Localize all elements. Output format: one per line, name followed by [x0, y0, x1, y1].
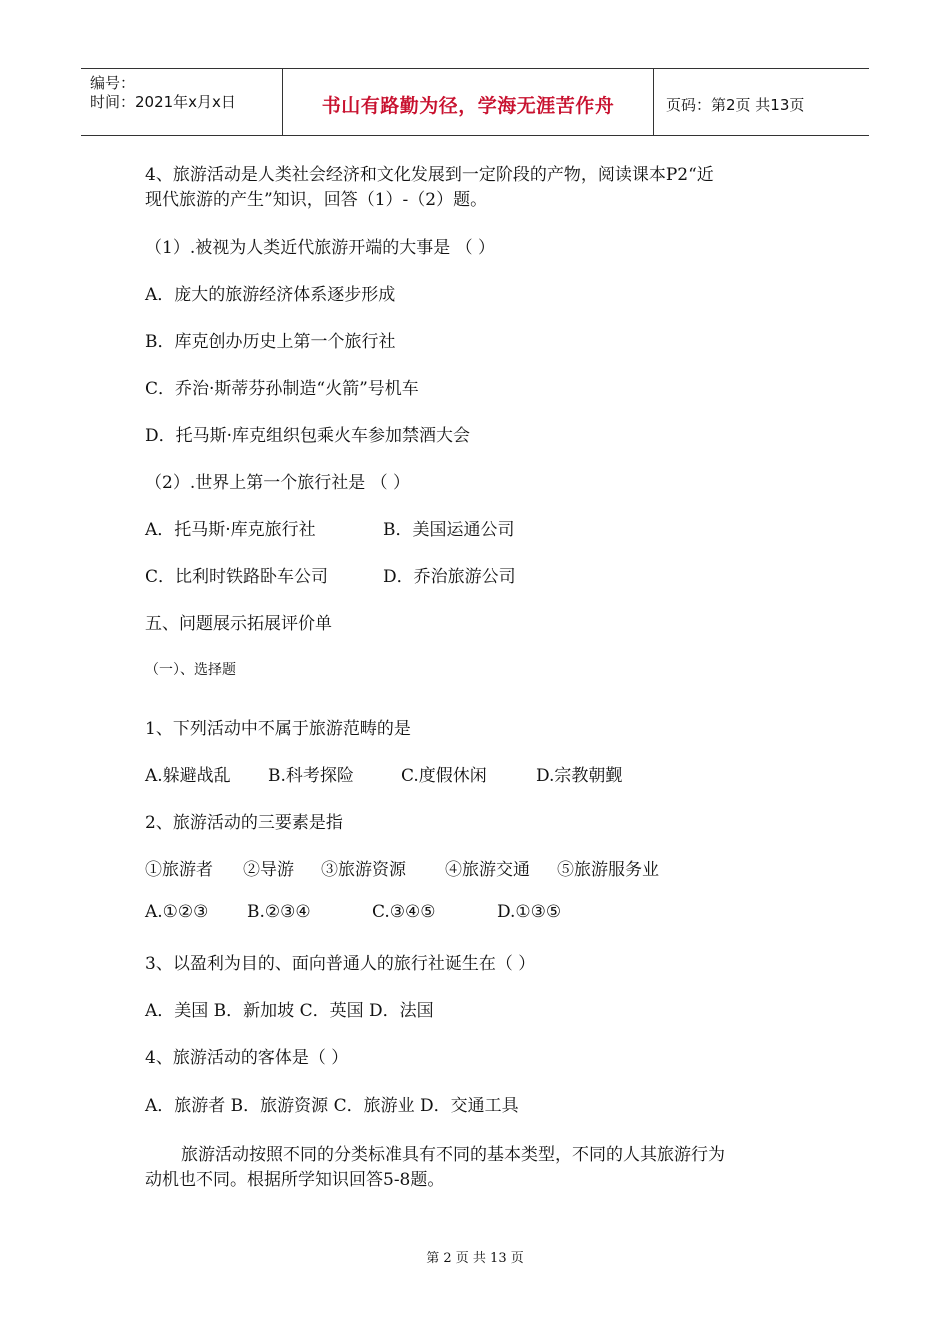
s1-stem: 1、下列活动中不属于旅游范畴的是: [145, 719, 411, 739]
q4-2-option-a: A．托马斯·库克旅行社: [145, 520, 316, 540]
s1-options: [145, 761, 622, 786]
s2-element-2: ②导游: [243, 860, 294, 880]
s4-options: A．旅游者 B．旅游资源 C．旅游业 D．交通工具: [145, 1096, 519, 1116]
s1-option-a: A.躲避战乱: [145, 766, 231, 786]
motto-text: 书山有路勤为径，学海无涯苦作舟: [321, 95, 615, 117]
time-label: 时间：2021年x月x日: [90, 93, 236, 111]
q4-intro-line2: 现代旅游的产生”知识，回答（1）-（2）题。: [145, 190, 488, 210]
s2-element-3: ③旅游资源: [321, 860, 406, 880]
q4-intro-line1: 4、旅游活动是人类社会经济和文化发展到一定阶段的产物，阅读课本P2“近: [145, 165, 714, 185]
page-info: 页码：第2页 共13页: [666, 96, 805, 114]
s2-option-b: B.②③④: [247, 902, 311, 922]
s2-element-4: ④旅游交通: [445, 860, 530, 880]
q4-1-stem: （1）.被视为人类近代旅游开端的大事是 （ ）: [145, 238, 496, 258]
q4-2-options-row1: [145, 515, 515, 540]
section5-title: 五、问题展示拓展评价单: [145, 614, 332, 634]
s1-option-b: B.科考探险: [268, 766, 354, 786]
q4-2-stem: （2）.世界上第一个旅行社是 （ ）: [145, 473, 411, 493]
section5-subtitle: （一）、选择题: [145, 662, 236, 678]
q4-1-option-c: C．乔治·斯蒂芬孙制造“火箭”号机车: [145, 379, 419, 399]
q4-1-option-a: A．庞大的旅游经济体系逐步形成: [145, 285, 396, 305]
s3-options: A．美国 B．新加坡 C．英国 D．法国: [145, 1001, 434, 1021]
q4-2-options-row2: [145, 562, 516, 587]
page-header: [81, 68, 869, 136]
s2-option-d: D.①③⑤: [497, 902, 562, 922]
s2-element-1: ①旅游者: [145, 860, 213, 880]
s2-element-5: ⑤旅游服务业: [557, 860, 659, 880]
q4-2-option-c: C．比利时铁路卧车公司: [145, 567, 329, 587]
q4-1-option-b: B．库克创办历史上第一个旅行社: [145, 332, 396, 352]
q4-2-option-b: B．美国运通公司: [383, 520, 515, 540]
q4-1-option-d: D．托马斯·库克组织包乘火车参加禁酒大会: [145, 426, 471, 446]
page-footer: 第 2 页 共 13 页: [426, 1251, 524, 1266]
paragraph-line2: 动机也不同。根据所学知识回答5-8题。: [145, 1170, 445, 1190]
s2-stem: 2、旅游活动的三要素是指: [145, 813, 343, 833]
header-meta-cell: [81, 69, 283, 135]
s4-stem: 4、旅游活动的客体是（ ）: [145, 1048, 349, 1068]
s2-options: [145, 902, 561, 922]
q4-2-option-d: D．乔治旅游公司: [383, 567, 516, 587]
header-motto-cell: [283, 69, 654, 135]
s1-option-c: C.度假休闲: [401, 766, 487, 786]
number-label: 编号：: [90, 74, 136, 92]
s2-option-c: C.③④⑤: [372, 902, 436, 922]
s3-stem: 3、以盈利为目的、面向普通人的旅行社诞生在（ ）: [145, 954, 536, 974]
s2-elements: [145, 855, 659, 880]
s1-option-d: D.宗教朝觐: [536, 766, 623, 786]
header-page-cell: [654, 69, 869, 135]
s2-option-a: A.①②③: [145, 902, 209, 922]
paragraph-line1: 旅游活动按照不同的分类标准具有不同的基本类型，不同的人其旅游行为: [181, 1145, 725, 1165]
